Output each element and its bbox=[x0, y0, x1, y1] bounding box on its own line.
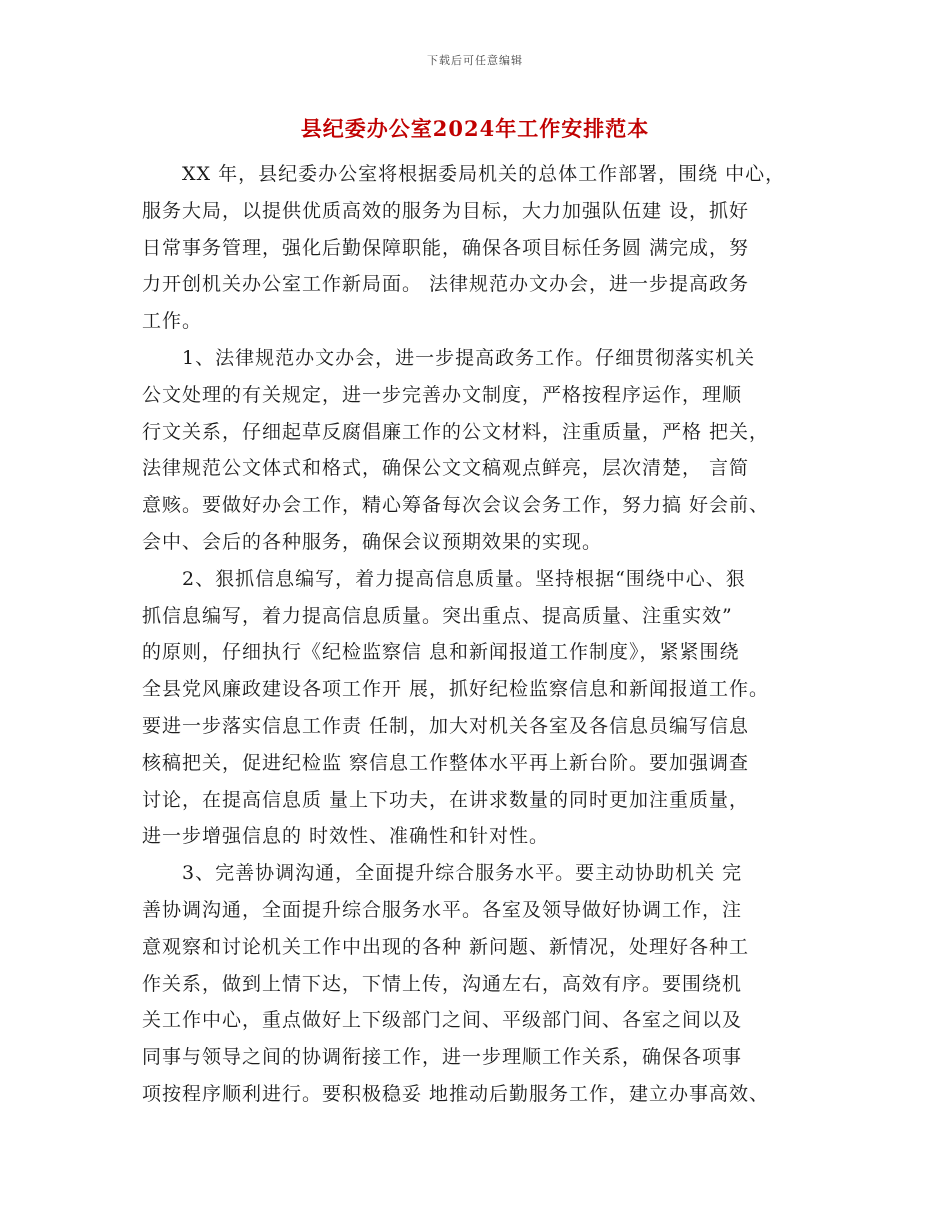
body-line: 会中、会后的各种服务，确保会议预期效果的实现。 bbox=[142, 530, 603, 553]
body-line: 善协调沟通，全面提升综合服务水平。各室及领导做好协调工作，注 bbox=[142, 898, 743, 921]
body-line: 进一步增强信息的 时效性、准确性和针对性。 bbox=[142, 825, 550, 848]
body-line: 要进一步落实信息工作责 任制，加大对机关各室及各信息员编写信息 bbox=[142, 714, 750, 737]
body-line: 作关系，做到上情下达，下情上传，沟通左右，高效有序。要围绕机 bbox=[142, 972, 743, 995]
body-line: 意赅。要做好办会工作，精心筹备每次会议会务工作，努力搞 好会前、 bbox=[142, 494, 770, 517]
body-line: 2、狠抓信息编写，着力提高信息质量。坚持根据“围绕中心、狠 bbox=[142, 567, 746, 590]
body-line: 力开创机关办公室工作新局面。 法律规范办文办会，进一步提高政务 bbox=[142, 273, 750, 296]
body-line: 的原则，仔细执行《纪检监察信 息和新闻报道工作制度》，紧紧围绕 bbox=[142, 641, 740, 664]
body-line: 日常事务管理，强化后勤保障职能，确保各项目标任务圆 满完成，努 bbox=[142, 236, 750, 259]
body-line: 法律规范公文体式和格式，确保公文文稿观点鲜亮，层次清楚， 言简 bbox=[142, 457, 750, 480]
body-line: 讨论，在提高信息质 量上下功夫，在讲求数量的同时更加注重质量， bbox=[142, 788, 750, 811]
body-line: XX 年，县纪委办公室将根据委局机关的总体工作部署，围绕 中心， bbox=[142, 163, 786, 185]
body-line: 3、完善协调沟通，全面提升综合服务水平。要主动协助机关 完 bbox=[142, 862, 743, 885]
body-line: 关工作中心，重点做好上下级部门之间、平级部门间、各室之间以及 bbox=[142, 1009, 743, 1032]
body-line: 公文处理的有关规定，进一步完善办文制度，严格按程序运作，理顺 bbox=[142, 383, 743, 406]
header-note: 下载后可任意编辑 bbox=[427, 54, 523, 67]
body-line: 同事与领导之间的协调衔接工作，进一步理顺工作关系，确保各项事 bbox=[142, 1046, 743, 1069]
body-line: 行文关系，仔细起草反腐倡廉工作的公文材料，注重质量，严格 把关， bbox=[142, 420, 770, 443]
body-line: 项按程序顺利进行。要积极稳妥 地推动后勤服务工作，建立办事高效、 bbox=[142, 1082, 770, 1105]
body-line: 核稿把关，促进纪检监 察信息工作整体水平再上新台阶。要加强调查 bbox=[142, 751, 750, 774]
body-line: 工作。 bbox=[142, 310, 203, 333]
body-line: 意观察和讨论机关工作中出现的各种 新问题、新情况，处理好各种工 bbox=[142, 935, 750, 958]
document-body bbox=[142, 156, 830, 1113]
document-title: 县纪委办公室2024年工作安排范本 bbox=[300, 116, 650, 141]
body-line: 1、法律规范办文办会，进一步提高政务工作。仔细贯彻落实机关 bbox=[142, 346, 756, 369]
body-line: 全县党风廉政建设各项工作开 展，抓好纪检监察信息和新闻报道工作。 bbox=[142, 678, 770, 701]
body-line: 服务大局，以提供优质高效的服务为目标，大力加强队伍建 设，抓好 bbox=[142, 199, 750, 222]
body-line: 抓信息编写，着力提高信息质量。突出重点、提高质量、注重实效” bbox=[142, 604, 733, 627]
